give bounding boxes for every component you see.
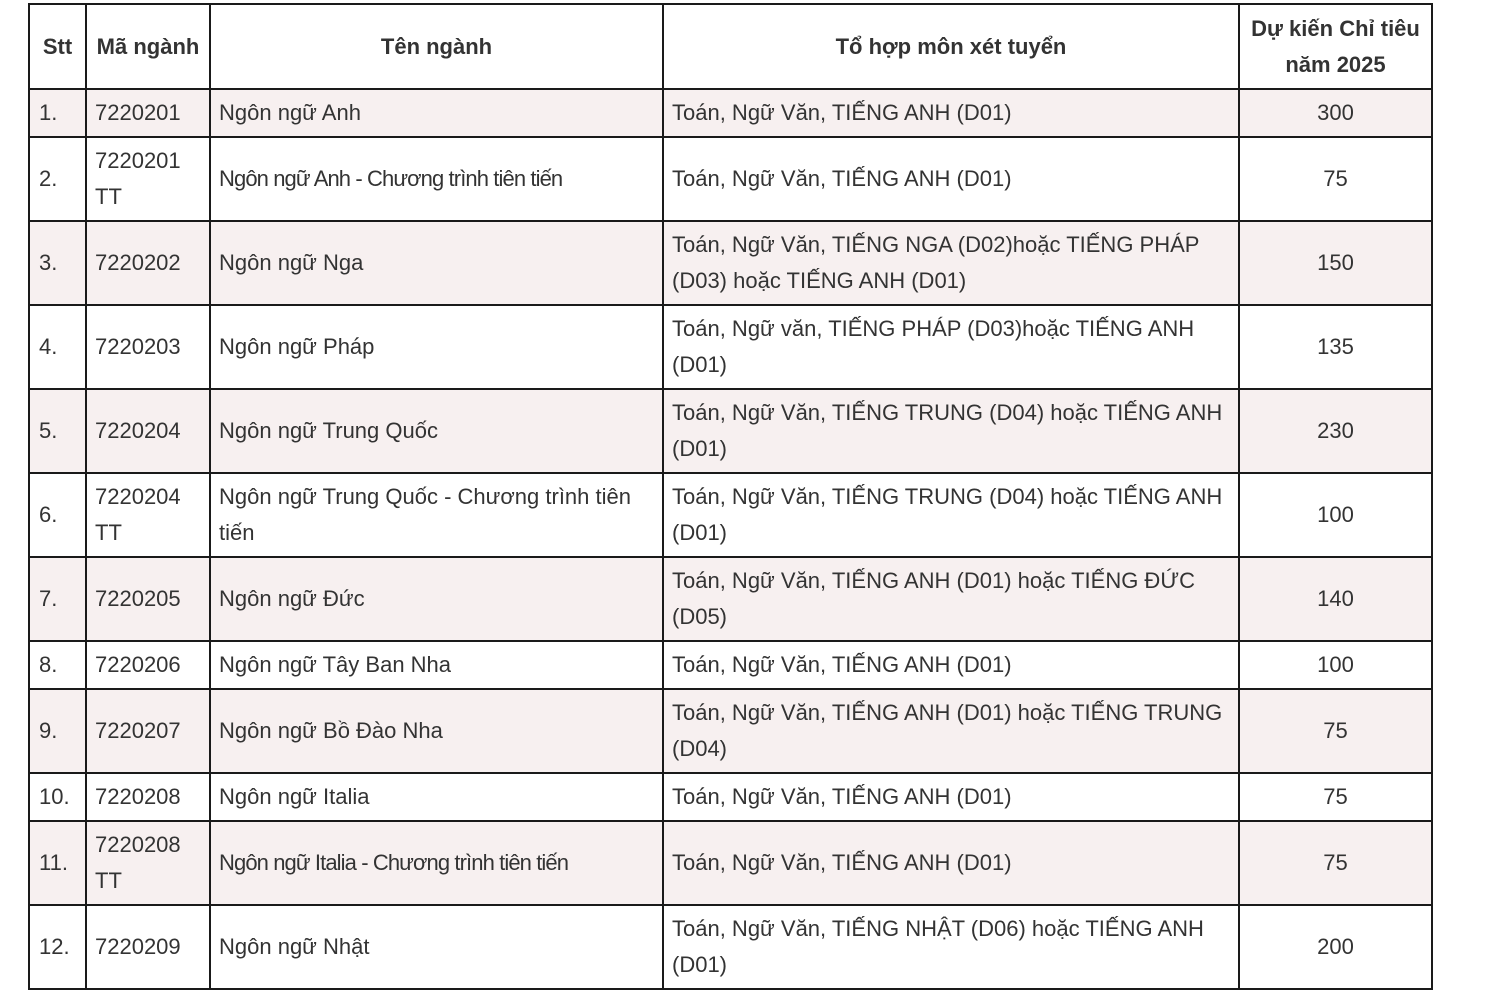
cell-code: 7220206 — [86, 641, 210, 689]
cell-quota: 230 — [1239, 389, 1432, 473]
cell-quota: 300 — [1239, 89, 1432, 137]
cell-quota: 100 — [1239, 473, 1432, 557]
cell-subjects: Toán, Ngữ văn, TIẾNG PHÁP (D03)hoặc TIẾNG ANH (D01) — [663, 305, 1239, 389]
cell-stt: 5. — [29, 389, 86, 473]
cell-code: 7220208 — [86, 773, 210, 821]
cell-quota: 135 — [1239, 305, 1432, 389]
cell-code: 7220204 — [86, 389, 210, 473]
cell-code: 7220209 — [86, 905, 210, 989]
cell-stt: 10. — [29, 773, 86, 821]
cell-subjects: Toán, Ngữ Văn, TIẾNG TRUNG (D04) hoặc TIẾNG ANH (D01) — [663, 473, 1239, 557]
cell-name: Ngôn ngữ Đức — [210, 557, 663, 641]
cell-subjects: Toán, Ngữ Văn, TIẾNG ANH (D01) — [663, 137, 1239, 221]
cell-subjects: Toán, Ngữ Văn, TIẾNG ANH (D01) hoặc TIẾNG TRUNG (D04) — [663, 689, 1239, 773]
header-quota: Dự kiến Chỉ tiêu năm 2025 — [1239, 4, 1432, 89]
table-row — [29, 641, 1432, 689]
cell-quota: 75 — [1239, 821, 1432, 905]
cell-name: Ngôn ngữ Nga — [210, 221, 663, 305]
cell-name: Ngôn ngữ Italia - Chương trình tiên tiến — [210, 821, 663, 905]
cell-stt: 4. — [29, 305, 86, 389]
cell-stt: 6. — [29, 473, 86, 557]
header-name: Tên ngành — [210, 4, 663, 89]
cell-code: 7220204 TT — [86, 473, 210, 557]
table-header-row — [29, 4, 1432, 89]
cell-code: 7220202 — [86, 221, 210, 305]
header-stt: Stt — [29, 4, 86, 89]
cell-subjects: Toán, Ngữ Văn, TIẾNG NGA (D02)hoặc TIẾNG PHÁP (D03) hoặc TIẾNG ANH (D01) — [663, 221, 1239, 305]
cell-code: 7220201 — [86, 89, 210, 137]
cell-name: Ngôn ngữ Anh - Chương trình tiên tiến — [210, 137, 663, 221]
table-row — [29, 689, 1432, 773]
table-row — [29, 557, 1432, 641]
cell-stt: 11. — [29, 821, 86, 905]
table-row — [29, 905, 1432, 989]
cell-quota: 140 — [1239, 557, 1432, 641]
cell-code: 7220207 — [86, 689, 210, 773]
cell-quota: 150 — [1239, 221, 1432, 305]
header-subjects: Tổ hợp môn xét tuyển — [663, 4, 1239, 89]
cell-code: 7220208 TT — [86, 821, 210, 905]
cell-code: 7220205 — [86, 557, 210, 641]
cell-name: Ngôn ngữ Bồ Đào Nha — [210, 689, 663, 773]
cell-subjects: Toán, Ngữ Văn, TIẾNG ANH (D01) — [663, 641, 1239, 689]
table-row — [29, 773, 1432, 821]
cell-code: 7220203 — [86, 305, 210, 389]
cell-name: Ngôn ngữ Trung Quốc - Chương trình tiên tiến — [210, 473, 663, 557]
cell-name: Ngôn ngữ Anh — [210, 89, 663, 137]
cell-stt: 2. — [29, 137, 86, 221]
cell-quota: 75 — [1239, 689, 1432, 773]
table-row — [29, 389, 1432, 473]
cell-subjects: Toán, Ngữ Văn, TIẾNG NHẬT (D06) hoặc TIẾNG ANH (D01) — [663, 905, 1239, 989]
cell-subjects: Toán, Ngữ Văn, TIẾNG ANH (D01) — [663, 821, 1239, 905]
cell-quota: 75 — [1239, 137, 1432, 221]
cell-subjects: Toán, Ngữ Văn, TIẾNG ANH (D01) hoặc TIẾNG ĐỨC (D05) — [663, 557, 1239, 641]
table-row — [29, 221, 1432, 305]
table-row — [29, 473, 1432, 557]
table-row — [29, 821, 1432, 905]
admissions-table — [28, 3, 1433, 990]
header-code: Mã ngành — [86, 4, 210, 89]
table-row — [29, 89, 1432, 137]
admissions-table-container — [28, 3, 1433, 990]
cell-name: Ngôn ngữ Pháp — [210, 305, 663, 389]
cell-stt: 1. — [29, 89, 86, 137]
cell-subjects: Toán, Ngữ Văn, TIẾNG ANH (D01) — [663, 773, 1239, 821]
table-row — [29, 137, 1432, 221]
cell-name: Ngôn ngữ Nhật — [210, 905, 663, 989]
cell-name: Ngôn ngữ Trung Quốc — [210, 389, 663, 473]
cell-subjects: Toán, Ngữ Văn, TIẾNG ANH (D01) — [663, 89, 1239, 137]
cell-stt: 9. — [29, 689, 86, 773]
cell-name: Ngôn ngữ Italia — [210, 773, 663, 821]
cell-quota: 200 — [1239, 905, 1432, 989]
cell-stt: 7. — [29, 557, 86, 641]
cell-quota: 100 — [1239, 641, 1432, 689]
cell-stt: 8. — [29, 641, 86, 689]
cell-quota: 75 — [1239, 773, 1432, 821]
cell-stt: 3. — [29, 221, 86, 305]
cell-stt: 12. — [29, 905, 86, 989]
cell-name: Ngôn ngữ Tây Ban Nha — [210, 641, 663, 689]
cell-code: 7220201 TT — [86, 137, 210, 221]
cell-subjects: Toán, Ngữ Văn, TIẾNG TRUNG (D04) hoặc TIẾNG ANH (D01) — [663, 389, 1239, 473]
table-row — [29, 305, 1432, 389]
